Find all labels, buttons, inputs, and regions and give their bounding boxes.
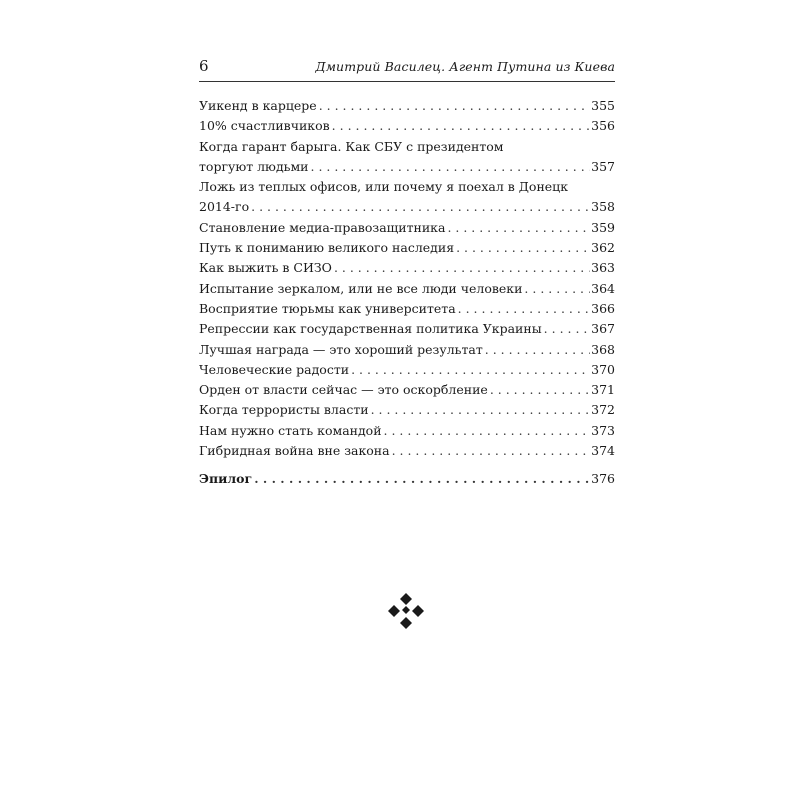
toc-leader-dots: [332, 116, 590, 136]
toc-entry-title-line1: Когда гарант барыга. Как СБУ с президентом: [199, 138, 504, 154]
toc-entry-title: Человеческие радости: [199, 361, 350, 377]
ornament-diamond-right: [412, 605, 424, 617]
toc-entry[interactable]: [199, 116, 615, 136]
toc-entry[interactable]: [199, 218, 615, 238]
toc-leader-dots: [544, 319, 590, 339]
toc-entry[interactable]: [199, 238, 615, 258]
toc-leader-dots: [485, 340, 590, 360]
toc-entry[interactable]: [199, 96, 615, 116]
toc-entry-title: 10% счастливчиков: [199, 118, 330, 134]
toc-entry-page: 358: [591, 199, 615, 215]
toc-entry-title: Путь к пониманию великого наследия: [199, 240, 455, 256]
toc-entry-page: 373: [591, 422, 615, 438]
toc-entry[interactable]: [199, 380, 615, 400]
toc-entry[interactable]: [199, 340, 615, 360]
toc-leader-dots: [251, 197, 590, 217]
toc-epilog-title: Эпилог: [199, 471, 253, 487]
running-title: Дмитрий Василец. Агент Путина из Киева: [315, 59, 615, 74]
toc-entry-page: 374: [591, 443, 615, 459]
header-rule: [199, 81, 615, 82]
toc-entry-title-line1: Ложь из теплых офисов, или почему я поехал в Донецк: [199, 179, 569, 195]
ornament-diamond-top: [400, 593, 412, 605]
ornament-diamond-bottom: [400, 617, 412, 629]
toc-entry-title: Гибридная война вне закона: [199, 443, 390, 459]
table-of-contents: [199, 96, 615, 490]
toc-entry-title: Испытание зеркалом, или не все люди человеки: [199, 280, 523, 296]
toc-entry-title: Как выжить в СИЗО: [199, 260, 332, 276]
toc-entry[interactable]: [199, 360, 615, 380]
toc-entry-title: Становление медиа-правозащитника: [199, 219, 446, 235]
toc-leader-dots: [524, 279, 590, 299]
toc-leader-dots: [458, 299, 590, 319]
toc-entry[interactable]: [199, 299, 615, 319]
toc-entry-page: 364: [591, 280, 615, 296]
toc-leader-dots: [319, 96, 590, 116]
toc-entry-title: Восприятие тюрьмы как университета: [199, 300, 456, 316]
toc-entry-page: 366: [591, 300, 615, 316]
toc-leader-dots: [371, 400, 591, 420]
toc-entry[interactable]: [199, 421, 615, 441]
toc-entry-page: 368: [591, 341, 615, 357]
toc-leader-dots: [351, 360, 590, 380]
toc-entry-page: 371: [591, 382, 615, 398]
toc-entry[interactable]: [199, 279, 615, 299]
toc-entry-page: 359: [591, 219, 615, 235]
ornament-diamond-left: [388, 605, 400, 617]
toc-entry[interactable]: [199, 137, 615, 178]
toc-entry-title: Лучшая награда — это хороший результат: [199, 341, 483, 357]
toc-leader-dots: [392, 441, 591, 461]
page-number: 6: [199, 57, 209, 75]
toc-entry-page: 355: [591, 98, 615, 113]
toc-leader-dots: [384, 421, 591, 441]
toc-entry-title: Репрессии как государственная политика Украины: [199, 321, 542, 337]
toc-entry[interactable]: [199, 400, 615, 420]
ornament-diamond-center: [402, 606, 410, 614]
toc-entry-page: 356: [591, 118, 615, 134]
toc-entry-page: 372: [591, 402, 615, 418]
toc-entry-epilog[interactable]: [199, 469, 615, 489]
diamond-cluster-ornament-icon: [386, 591, 426, 631]
toc-entry-page: 367: [591, 321, 615, 337]
toc-epilog-page: 376: [591, 471, 615, 487]
toc-entry[interactable]: [199, 258, 615, 278]
toc-entry-page: 357: [591, 158, 615, 174]
toc-leader-dots: [447, 218, 590, 238]
toc-leader-dots: [254, 469, 590, 489]
toc-entry-title: торгуют людьми: [199, 158, 309, 174]
toc-entry-page: 370: [591, 361, 615, 377]
toc-leader-dots: [311, 157, 591, 177]
toc-entry[interactable]: [199, 177, 615, 218]
toc-entry-title: Орден от власти сейчас — это оскорбление: [199, 382, 488, 398]
toc-entry-page: 362: [591, 240, 615, 256]
toc-leader-dots: [334, 258, 590, 278]
toc-entry-page: 363: [591, 260, 615, 276]
toc-entry-title: Когда террористы власти: [199, 402, 369, 418]
toc-leader-dots: [490, 380, 590, 400]
toc-entry-title: Нам нужно стать командой: [199, 422, 382, 438]
toc-entry-title: 2014-го: [199, 199, 250, 215]
toc-leader-dots: [456, 238, 590, 258]
toc-entry-title: Уикенд в карцере: [199, 98, 317, 113]
page-header: [199, 57, 615, 81]
toc-entry[interactable]: [199, 319, 615, 339]
toc-entry[interactable]: [199, 441, 615, 461]
